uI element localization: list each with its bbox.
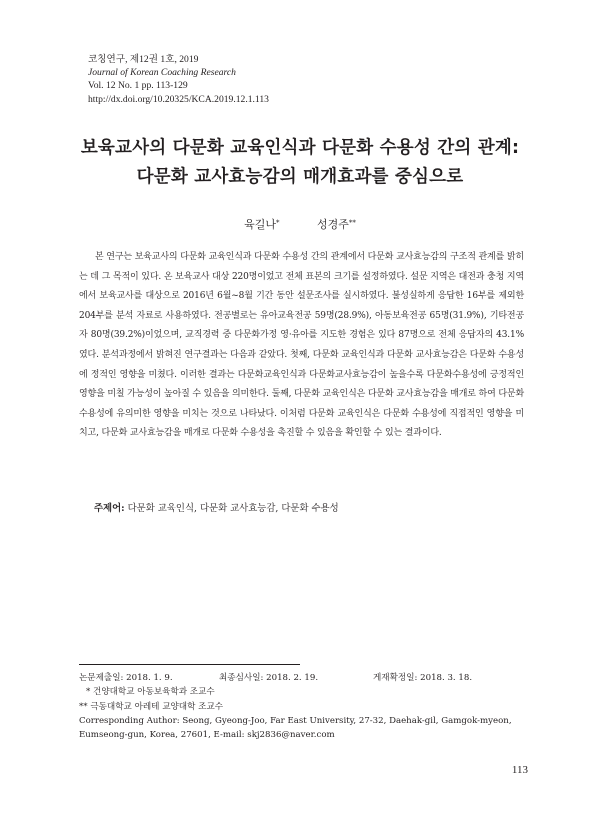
title-line-2: 다문화 교사효능감의 매개효과를 중심으로 [136, 167, 464, 187]
reviewed-date: 최종심사일: 2018. 2. 19. [219, 673, 319, 683]
keywords [94, 501, 524, 517]
author-list [0, 217, 600, 233]
affiliation-1: * 건양대학교 아동보육학과 조교수 [86, 687, 215, 698]
author-1 [244, 217, 279, 233]
footnotes [79, 671, 529, 742]
footnote-divider [79, 664, 300, 665]
corresponding-author-line-1: Corresponding Author: Seong, Gyeong-Joo, Far East University, 27-32, Daehak-gil, Gamgok-myeon, [79, 715, 512, 726]
page-number: 113 [511, 764, 528, 776]
journal-header [88, 53, 528, 106]
keywords-label: 주제어: [94, 503, 125, 514]
author-2 [317, 217, 356, 233]
author-name: 육길나 [244, 218, 276, 231]
keywords-text: 다문화 교육인식, 다문화 교사효능감, 다문화 수용성 [127, 503, 339, 514]
journal-english: Journal of Korean Coaching Research [88, 67, 236, 79]
author-mark: * [276, 219, 280, 227]
corresponding-author-line-2: Eumseong-gun, Korea, 27601, E-mail: skj2836@naver.com [79, 730, 335, 741]
author-name: 성경주 [317, 218, 349, 231]
journal-korean: 코칭연구, 제12권 1호, 2019 [88, 54, 199, 65]
accepted-date: 게재확정일: 2018. 3. 18. [373, 673, 473, 683]
abstract-text: 본 연구는 보육교사의 다문화 교육인식과 다문화 수용성 간의 관계에서 다문화 교사효능감의 구조적 관계를 밝히는 데 그 목적이 있다. 온 보육교사 대상 220명이었고 전체 표본의 크기를 설정하였다. 설문 지역은 대전과 충청 지역에서 보육교사를 대상으로 2016년 6월~8월 기간 동안 설문조사를 실시하였다. 불성실하게 응답한 16부를 제외한 204부를 분석 자료로 사용하였다. 전공별로는 유아교육전공 59명(28.9%), 아동보육전공 65명(31.9%), 기타전공자 80명(39.2%)이었으며, 교직경력 중 다문화가정 영·유아를 지도한 경험은 있다 87명으로 전체 응답자의 43.1%였다. 분석과정에서 밝혀진 연구결과는 다음과 같았다. 첫째, 다문화 교육인식과 다문화 교사효능감은 다문화 수용성에 정적인 영향을 미쳤다. 이러한 결과는 다문화교육인식과 다문화교사효능감이 높을수록 다문화수용성에 긍정적인 영향을 미칠 가능성이 높아질 수 있음을 의미한다. 둘째, 다문화 교육인식은 다문화 교사효능감을 매개로 하여 다문화 수용성에 유의미한 영향을 미치는 것으로 나타났다. 이처럼 다문화 교육인식은 다문화 수용성에 직접적인 영향을 미치고, 다문화 교사효능감을 매개로 다문화 수용성을 촉진할 수 있음을 확인할 수 있는 결과이다. [79, 252, 524, 439]
received-date: 논문제출일: 2018. 1. 9. [79, 673, 173, 683]
doi-link[interactable]: http://dx.doi.org/10.20325/KCA.2019.12.1.113 [88, 93, 269, 105]
affiliation-2: ** 극동대학교 아레테 교양대학 조교수 [79, 701, 224, 712]
submission-dates [79, 671, 529, 685]
paper-title [0, 134, 600, 192]
title-line-1: 보육교사의 다문화 교육인식과 다문화 수용성 간의 관계: [80, 138, 520, 158]
author-mark: ** [348, 219, 356, 227]
volume-pages: Vol. 12 No. 1 pp. 113-129 [88, 80, 188, 92]
